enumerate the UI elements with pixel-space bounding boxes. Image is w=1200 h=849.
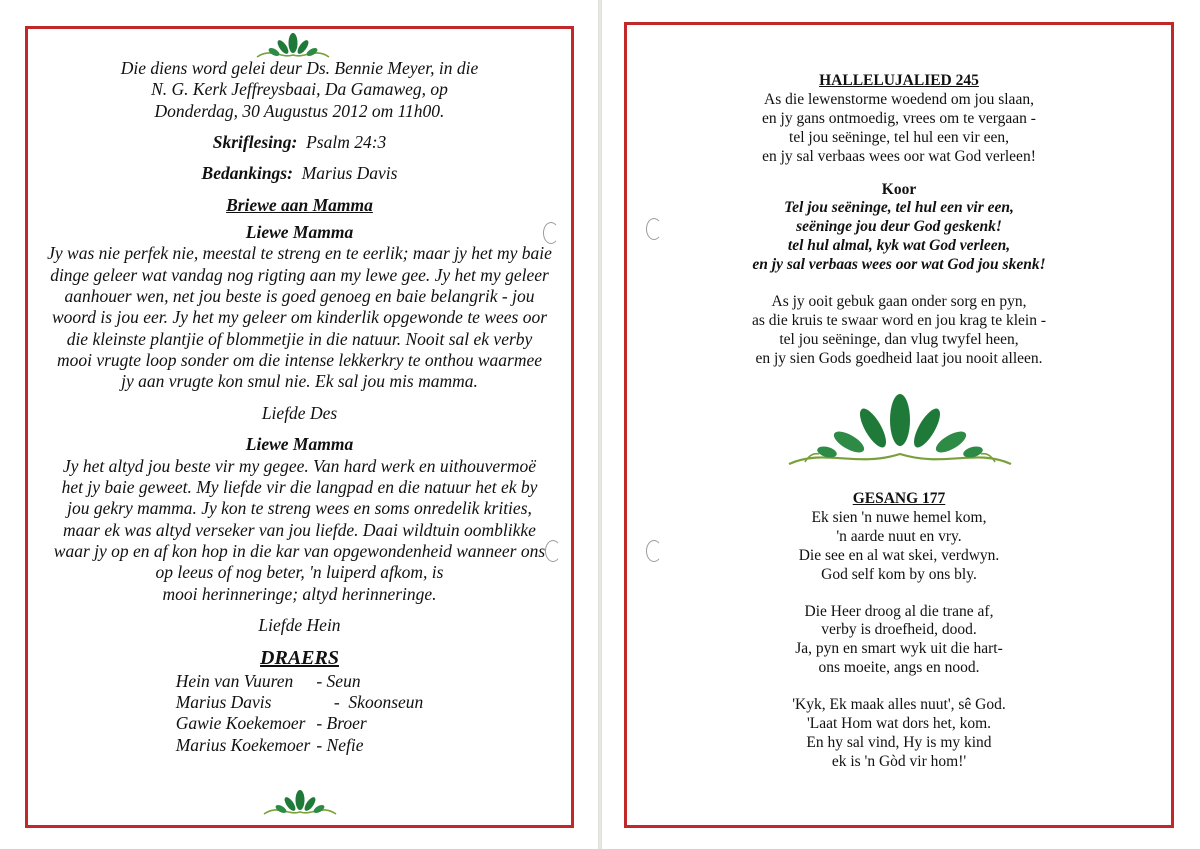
hymn1-chorus-line: seëninge jou deur God geskenk!: [796, 218, 1002, 236]
hymn2-verse3-line: 'Kyk, Ek maak alles nuut', sê God.: [792, 696, 1006, 714]
hymn1-verse1-line: As die lewenstorme woedend om jou slaan,: [764, 90, 1034, 108]
hymn1-chorus-line: Tel jou seëninge, tel hul een vir een,: [784, 199, 1014, 217]
right-column-top: [627, 72, 1171, 369]
hymn1-verse2-line: tel jou seëninge, dan vlug twyfel heen,: [779, 330, 1019, 348]
letter1-signoff: Liefde Des: [261, 402, 338, 423]
scripture-value: Psalm 24:3: [306, 132, 387, 153]
thanks: [28, 163, 571, 184]
letter2-salutation: Liewe Mamma: [245, 434, 354, 455]
bearer-relation: - Nefie: [316, 734, 364, 755]
letter2-line: maar ek was altyd verseker van jou liefde. Daai wildtuin oomblikke: [63, 519, 536, 540]
left-column: [28, 58, 571, 756]
letter1-salutation: Liewe Mamma: [245, 222, 354, 243]
hymn2-verse1-line: Ek sien 'n nuwe hemel kom,: [811, 508, 987, 526]
hymn2-verse2-line: verby is droefheid, dood.: [821, 621, 977, 639]
letter1-line: woord is jou eer. Jy het my geleer om kinderlik opgewonde te wees oor: [51, 307, 548, 328]
hymn2-verse1-line: God self kom by ons bly.: [821, 565, 977, 583]
thanks-label: Bedankings:: [201, 163, 293, 184]
intro-line: Donderdag, 30 Augustus 2012 om 11h00.: [154, 100, 445, 121]
intro-line: N. G. Kerk Jeffreysbaai, Da Gamaweg, op: [151, 79, 448, 100]
scripture-label: Skriflesing:: [212, 132, 298, 153]
hymn1-verse2-line: as die kruis te swaar word en jou krag te klein -: [752, 311, 1046, 329]
scripture-reading: [28, 132, 571, 153]
bearer-name: Marius Koekemoer: [175, 734, 311, 755]
bearer-relation: - Broer: [316, 713, 367, 734]
hymn2-verse2-line: Ja, pyn en smart wyk uit die hart-: [795, 640, 1003, 658]
letter1-line: jy aan vrugte kon smul nie. Ek sal jou mis mamma.: [121, 371, 478, 392]
hymn1-chorus-label: Koor: [881, 180, 917, 198]
hymn2-verse3-line: 'Laat Hom wat dors het, kom.: [806, 715, 992, 733]
hymn2-verse2-line: ons moeite, angs en nood.: [818, 659, 980, 677]
leaf-ornament-center-icon: [785, 392, 1015, 470]
hymn1-chorus-line: en jy sal verbaas wees oor wat God jou skenk!: [752, 256, 1046, 274]
letter1-line: dinge geleer wat vandag nog rigting aan my lewe gee. Jy het my geleer: [50, 264, 549, 285]
letter2-line: jou gekry mamma. Jy kon te streng wees en soms onredelik krities,: [67, 498, 532, 519]
thanks-value: Marius Davis: [301, 163, 398, 184]
intro-line: Die diens word gelei deur Ds. Bennie Meyer, in die: [120, 58, 479, 78]
hymn2-title: GESANG 177: [852, 490, 946, 507]
hymn2-verse1-line: 'n aarde nuut en vry.: [836, 527, 962, 545]
bearer-name: Marius Davis: [175, 691, 272, 712]
page-fold: [598, 0, 602, 849]
bearer-name: Hein van Vuuren: [175, 670, 294, 691]
letter1-line: Jy was nie perfek nie, meestal te streng en te eerlik; maar jy het my baie: [47, 243, 552, 264]
hymn1-verse1-line: tel jou seëninge, tel hul een vir een,: [789, 128, 1009, 146]
letter2-line: Jy het altyd jou beste vir my gegee. Van hard werk en uithouvermoë: [62, 455, 537, 476]
hymn1-verse1-line: en jy gans ontmoedig, vrees om te vergaan -: [762, 109, 1036, 127]
hymn1-verse2-line: en jy sien Gods goedheid laat jou nooit alleen.: [755, 349, 1043, 367]
letter2-signoff: Liefde Hein: [258, 614, 341, 635]
bearer-relation: - Seun: [316, 670, 361, 691]
letter2-line: mooi herinneringe; altyd herinneringe.: [162, 583, 437, 604]
letters-heading: Briewe aan Mamma: [226, 194, 373, 215]
hymn2-verse3-line: En hy sal vind, Hy is my kind: [806, 733, 992, 751]
letter1-line: aanhouer wen, net jou beste is goed genoeg en baie belangrik - jou: [64, 286, 535, 307]
leaf-ornament-bottom-icon: [260, 790, 340, 820]
hymn2-verse3-line: ek is 'n Gòd vir hom!': [831, 752, 967, 770]
bearer-name: Gawie Koekemoer: [175, 713, 306, 734]
right-column-bottom: [627, 490, 1171, 772]
bearers-list: [176, 671, 424, 756]
hymn2-verse1-line: Die see en al wat skei, verdwyn.: [798, 546, 1000, 564]
letter1-line: mooi vrugte loop sonder om die intense lekkerkry te onthou waarmee: [56, 350, 543, 371]
letter1-line: die kleinste plantjie of blommetjie in die natuur. Nooit sal ek verby: [66, 328, 533, 349]
letter2-line: het jy baie geweet. My liefde vir die langpad en die natuur het ek by: [61, 476, 538, 497]
hymn1-verse2-line: As jy ooit gebuk gaan onder sorg en pyn,: [771, 293, 1027, 311]
bearer-relation: - Skoonseun: [316, 691, 424, 712]
hymn1-chorus-line: tel hul almal, kyk wat God verleen,: [787, 237, 1011, 255]
bearers-heading: DRAERS: [260, 647, 339, 670]
hymn1-title: HALLELUJALIED 245: [819, 72, 979, 89]
letter2-line: op leeus of nog beter, 'n luiperd afkom, is: [155, 562, 444, 583]
letter2-line: waar jy op en af kon hop in die kar van opgewondenheid wanneer ons: [53, 540, 546, 561]
hymn1-verse1-line: en jy sal verbaas wees oor wat God verleen!: [762, 147, 1036, 165]
hymn2-verse2-line: Die Heer droog al die trane af,: [804, 602, 994, 620]
